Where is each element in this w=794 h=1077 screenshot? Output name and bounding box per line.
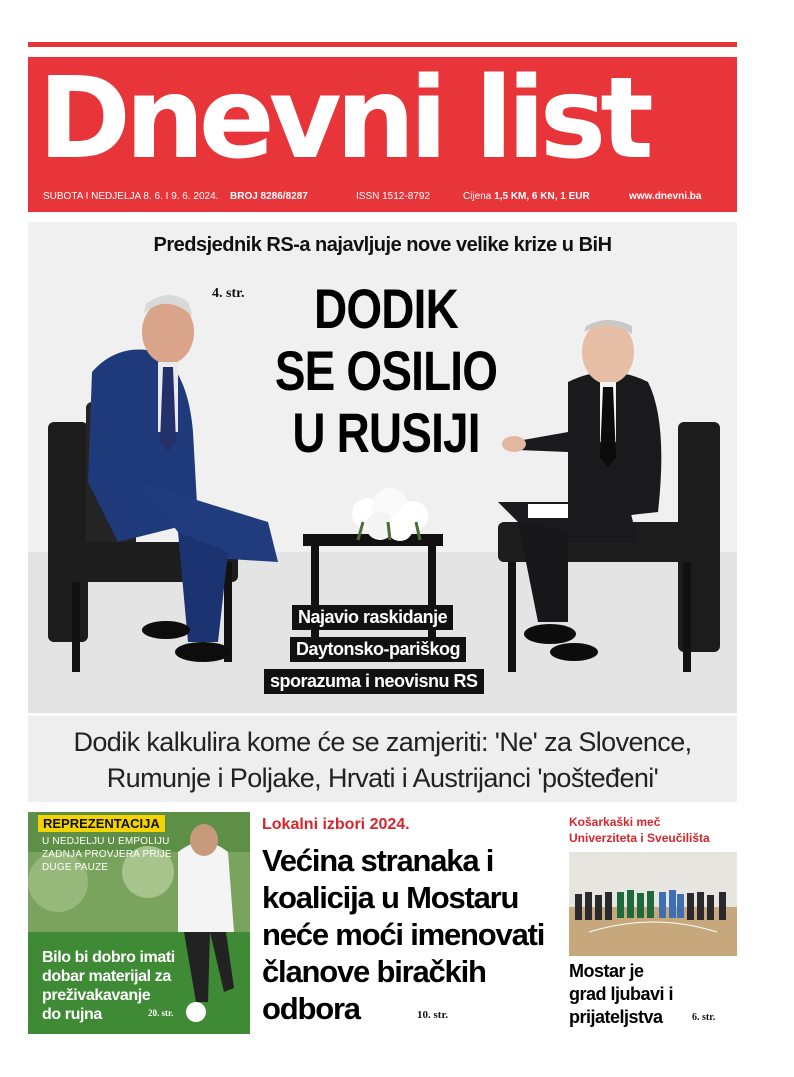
sport-caption: U NEDJELJU U EMPOLIJU xyxy=(42,836,170,847)
basket-photo xyxy=(569,852,737,956)
headline-line: Mostar je xyxy=(569,961,644,981)
price xyxy=(463,191,590,202)
local-kicker: Lokalni izbori 2024. xyxy=(262,816,410,833)
headline-line: U RUSIJI xyxy=(292,401,480,464)
sport-caption: DUGE PAUZE xyxy=(42,862,109,873)
basket-photo-art xyxy=(569,852,737,956)
lead-page-ref: 4. str. xyxy=(212,286,245,301)
deck-line: Dodik kalkulira kome će se zamjeriti: 'Ne' za Slovence, xyxy=(73,727,692,757)
sport-page-ref: 20. str. xyxy=(148,1008,174,1018)
headline-line: DODIK xyxy=(314,277,458,340)
section-tag[interactable]: REPREZENTACIJA xyxy=(38,815,165,832)
top-rule xyxy=(28,42,737,47)
info-bar xyxy=(43,191,727,207)
lead-headline[interactable] xyxy=(263,278,509,464)
headline-line: koalicija u Mostaru xyxy=(262,880,519,915)
subhead-line: Najavio raskidanje xyxy=(292,605,453,630)
masthead xyxy=(28,54,737,212)
issn: ISSN 1512-8792 xyxy=(356,191,430,202)
headline-line: odbora xyxy=(262,991,360,1026)
subhead-line: sporazuma i neovisnu RS xyxy=(264,669,484,694)
subhead-line: Daytonsko-pariškog xyxy=(290,637,466,662)
headline-line: neće moći imenovati xyxy=(262,917,545,952)
price-value: 1,5 KM, 6 KN, 1 EUR xyxy=(494,191,590,202)
newspaper-logo[interactable]: Dnevni list xyxy=(38,54,648,184)
headline-line: preživakavanje xyxy=(42,987,151,1004)
price-label: Cijena xyxy=(463,191,492,202)
headline-line: do rujna xyxy=(42,1006,102,1023)
headline-line: grad ljubavi i xyxy=(569,984,674,1004)
issue-date: SUBOTA I NEDJELJA 8. 6. I 9. 6. 2024. xyxy=(43,191,219,202)
headline-line: Većina stranaka i xyxy=(262,843,494,878)
local-headline[interactable] xyxy=(262,842,562,1027)
basket-kicker: Košarkaški meč xyxy=(569,815,661,829)
lead-deck xyxy=(28,716,737,802)
headline-line: prijateljstva xyxy=(569,1007,663,1027)
sport-teaser[interactable] xyxy=(28,812,250,1034)
issue-number: BROJ 8286/8287 xyxy=(230,191,308,202)
sport-caption: ZADNJA PROVJERA PRIJE xyxy=(42,849,172,860)
local-page-ref: 10. str. xyxy=(417,1009,449,1021)
headline-line: dobar materijal za xyxy=(42,968,171,985)
lead-kicker: Predsjednik RS-a najavljuje nove velike krize u BiH xyxy=(153,234,612,256)
lead-story[interactable] xyxy=(28,222,737,713)
headline-line: SE OSILIO xyxy=(274,339,498,402)
deck-line: Rumunje i Poljake, Hrvati i Austrijanci 'pošteđeni' xyxy=(106,763,659,793)
basket-headline[interactable] xyxy=(569,960,699,1029)
headline-line: članove biračkih xyxy=(262,954,486,989)
website-link[interactable]: www.dnevni.ba xyxy=(629,191,702,202)
basket-page-ref: 6. str. xyxy=(692,1012,716,1023)
headline-line: Bilo bi dobro imati xyxy=(42,949,175,966)
basket-kicker: Univerziteta i Sveučilišta xyxy=(569,831,710,845)
